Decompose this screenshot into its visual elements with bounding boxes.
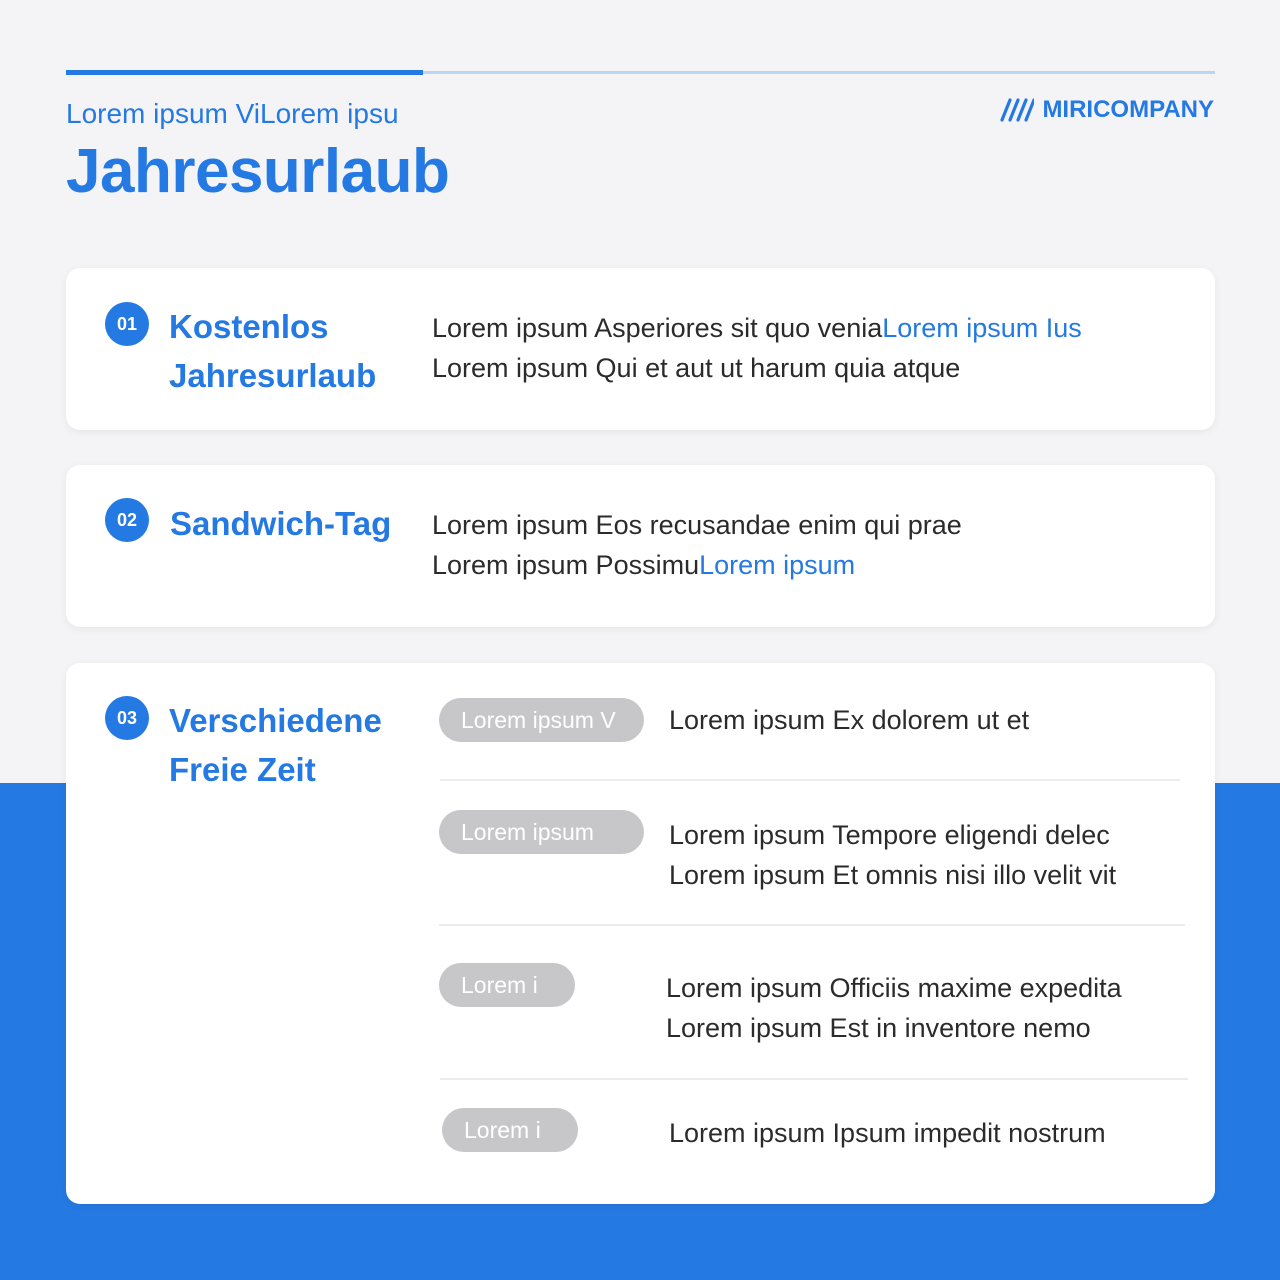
- row-divider: [440, 1078, 1188, 1080]
- section-card-1: [66, 268, 1215, 430]
- description-highlight: Lorem ipsum Ius: [882, 313, 1082, 343]
- slashes-icon: [1000, 98, 1034, 122]
- section-heading-line: Kostenlos: [169, 308, 329, 345]
- description-line: Lorem ipsum Tempore eligendi delec: [669, 820, 1110, 850]
- description-text: Lorem ipsum Asperiores sit quo venia: [432, 313, 883, 343]
- tag-pill: Lorem ipsum: [439, 810, 644, 854]
- section-heading-line: Jahresurlaub: [169, 357, 377, 394]
- row-divider: [440, 779, 1180, 781]
- section-number-badge: 03: [105, 696, 149, 740]
- row-description: [669, 815, 1116, 895]
- description-line: Lorem ipsum Ex dolorem ut et: [669, 705, 1030, 735]
- section-description: [432, 308, 1082, 388]
- company-name: MIRICOMPANY: [1042, 96, 1214, 123]
- page-title: Jahresurlaub: [66, 137, 450, 206]
- description-line: [432, 308, 1082, 348]
- section-number-badge: 01: [105, 302, 149, 346]
- description-line: Lorem ipsum Officiis maxime expedita: [666, 973, 1122, 1003]
- description-line: Lorem ipsum Est in inventore nemo: [666, 1013, 1091, 1043]
- page-subtitle: Lorem ipsum ViLorem ipsu: [66, 98, 399, 129]
- description-line: Lorem ipsum Qui et aut ut harum quia atque: [432, 353, 961, 383]
- description-line: Lorem ipsum Ipsum impedit nostrum: [669, 1118, 1106, 1148]
- section-heading: [169, 302, 376, 400]
- section-heading-line: Verschiedene: [169, 702, 382, 739]
- tag-pill: Lorem ipsum V: [439, 698, 644, 742]
- section-card-2: [66, 465, 1215, 627]
- tag-pill: Lorem i: [439, 963, 575, 1007]
- tag-pill: Lorem i: [442, 1108, 578, 1152]
- section-description: [432, 505, 962, 585]
- section-card-3: [66, 663, 1215, 1204]
- description-line: [432, 545, 962, 585]
- header-rule-accent: [66, 70, 423, 75]
- row-divider: [439, 924, 1185, 926]
- company-logo: [1000, 96, 1214, 124]
- description-text: Lorem ipsum Possimu: [432, 550, 700, 580]
- row-description: [666, 968, 1122, 1048]
- section-heading: [169, 696, 382, 794]
- section-heading: [170, 499, 391, 548]
- row-description: [669, 1113, 1106, 1153]
- section-heading-line: Sandwich-Tag: [170, 505, 392, 542]
- description-highlight: Lorem ipsum: [699, 550, 856, 580]
- row-description: [669, 700, 1029, 740]
- description-line: Lorem ipsum Et omnis nisi illo velit vit: [669, 860, 1117, 890]
- description-line: Lorem ipsum Eos recusandae enim qui prae: [432, 510, 962, 540]
- section-heading-line: Freie Zeit: [169, 751, 316, 788]
- section-number-badge: 02: [105, 498, 149, 542]
